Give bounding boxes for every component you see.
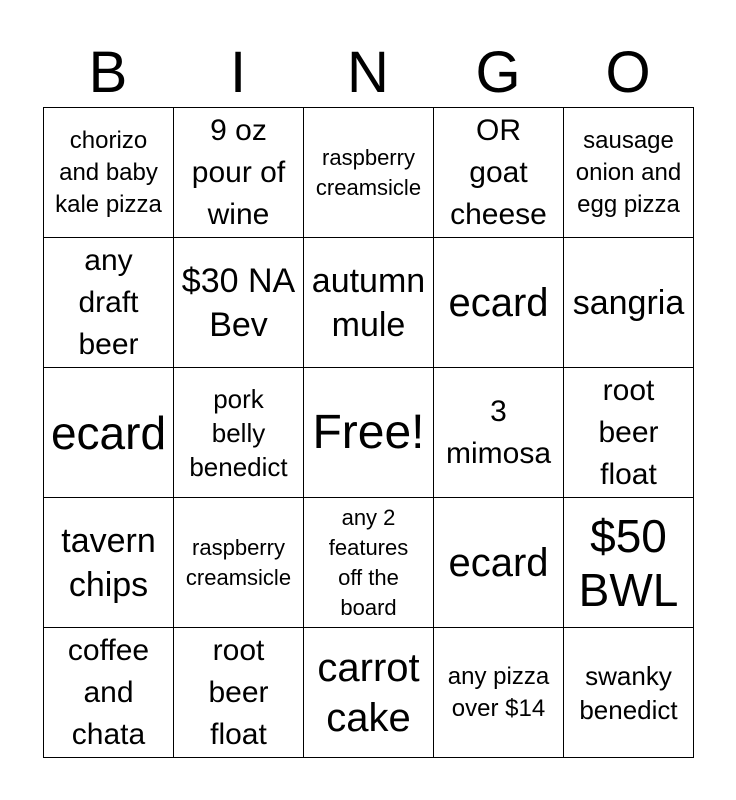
cell-text: 9 oz pour of wine bbox=[191, 113, 286, 231]
bingo-cell[interactable] bbox=[44, 108, 174, 238]
bingo-cell[interactable] bbox=[564, 628, 694, 758]
bingo-cell[interactable] bbox=[304, 238, 434, 368]
bingo-cell[interactable] bbox=[44, 368, 174, 498]
cell-text: $30 NA Bev bbox=[181, 261, 296, 344]
bingo-cell[interactable] bbox=[564, 368, 694, 498]
cell-text: ecard bbox=[448, 540, 549, 585]
cell-text: swanky benedict bbox=[579, 660, 678, 725]
bingo-cell[interactable] bbox=[174, 108, 304, 238]
bingo-cell[interactable] bbox=[434, 238, 564, 368]
header-letter-o: O bbox=[605, 40, 651, 105]
cell-text: root beer float bbox=[208, 633, 269, 751]
cell-text: any draft beer bbox=[78, 243, 139, 361]
bingo-cell[interactable] bbox=[434, 108, 564, 238]
bingo-cell[interactable] bbox=[304, 108, 434, 238]
bingo-cell[interactable] bbox=[564, 238, 694, 368]
bingo-cell[interactable] bbox=[564, 108, 694, 238]
bingo-cell[interactable] bbox=[174, 498, 304, 628]
bingo-board bbox=[43, 107, 694, 758]
bingo-header bbox=[43, 40, 693, 106]
cell-text: root beer float bbox=[598, 373, 659, 491]
cell-text: sangria bbox=[572, 283, 685, 322]
cell-text: tavern chips bbox=[61, 521, 156, 604]
bingo-cell[interactable] bbox=[44, 628, 174, 758]
bingo-cell[interactable] bbox=[434, 628, 564, 758]
header-letter-n: N bbox=[347, 40, 389, 105]
cell-text: coffee and chata bbox=[67, 633, 150, 751]
bingo-cell[interactable] bbox=[304, 498, 434, 628]
cell-text: carrot cake bbox=[317, 645, 420, 740]
bingo-cell[interactable] bbox=[304, 628, 434, 758]
bingo-cell[interactable] bbox=[44, 238, 174, 368]
cell-text: 3 mimosa bbox=[445, 394, 551, 470]
bingo-cell[interactable] bbox=[564, 498, 694, 628]
free-space[interactable] bbox=[304, 368, 434, 498]
bingo-cell[interactable] bbox=[174, 628, 304, 758]
cell-text: raspberry creamsicle bbox=[315, 144, 422, 200]
cell-text: OR goat cheese bbox=[450, 113, 547, 231]
bingo-cell[interactable] bbox=[174, 368, 304, 498]
header-letter-i: I bbox=[229, 40, 247, 105]
cell-text: any pizza over $14 bbox=[447, 662, 550, 722]
cell-text: ecard bbox=[50, 406, 167, 459]
cell-text: autumn mule bbox=[311, 261, 426, 344]
cell-text: sausage onion and egg pizza bbox=[575, 126, 682, 218]
cell-text: raspberry creamsicle bbox=[185, 534, 292, 590]
cell-text: ecard bbox=[448, 280, 549, 325]
cell-text: chorizo and baby kale pizza bbox=[55, 126, 162, 218]
bingo-cell[interactable] bbox=[44, 498, 174, 628]
cell-text: $50 BWL bbox=[578, 509, 679, 616]
free-space-text: Free! bbox=[312, 405, 425, 459]
cell-text: any 2 features off the board bbox=[328, 504, 409, 620]
header-letter-g: G bbox=[475, 40, 521, 105]
bingo-cell[interactable] bbox=[434, 368, 564, 498]
header-letter-b: B bbox=[88, 40, 128, 105]
bingo-cell[interactable] bbox=[174, 238, 304, 368]
bingo-cell[interactable] bbox=[434, 498, 564, 628]
cell-text: pork belly benedict bbox=[189, 383, 288, 482]
